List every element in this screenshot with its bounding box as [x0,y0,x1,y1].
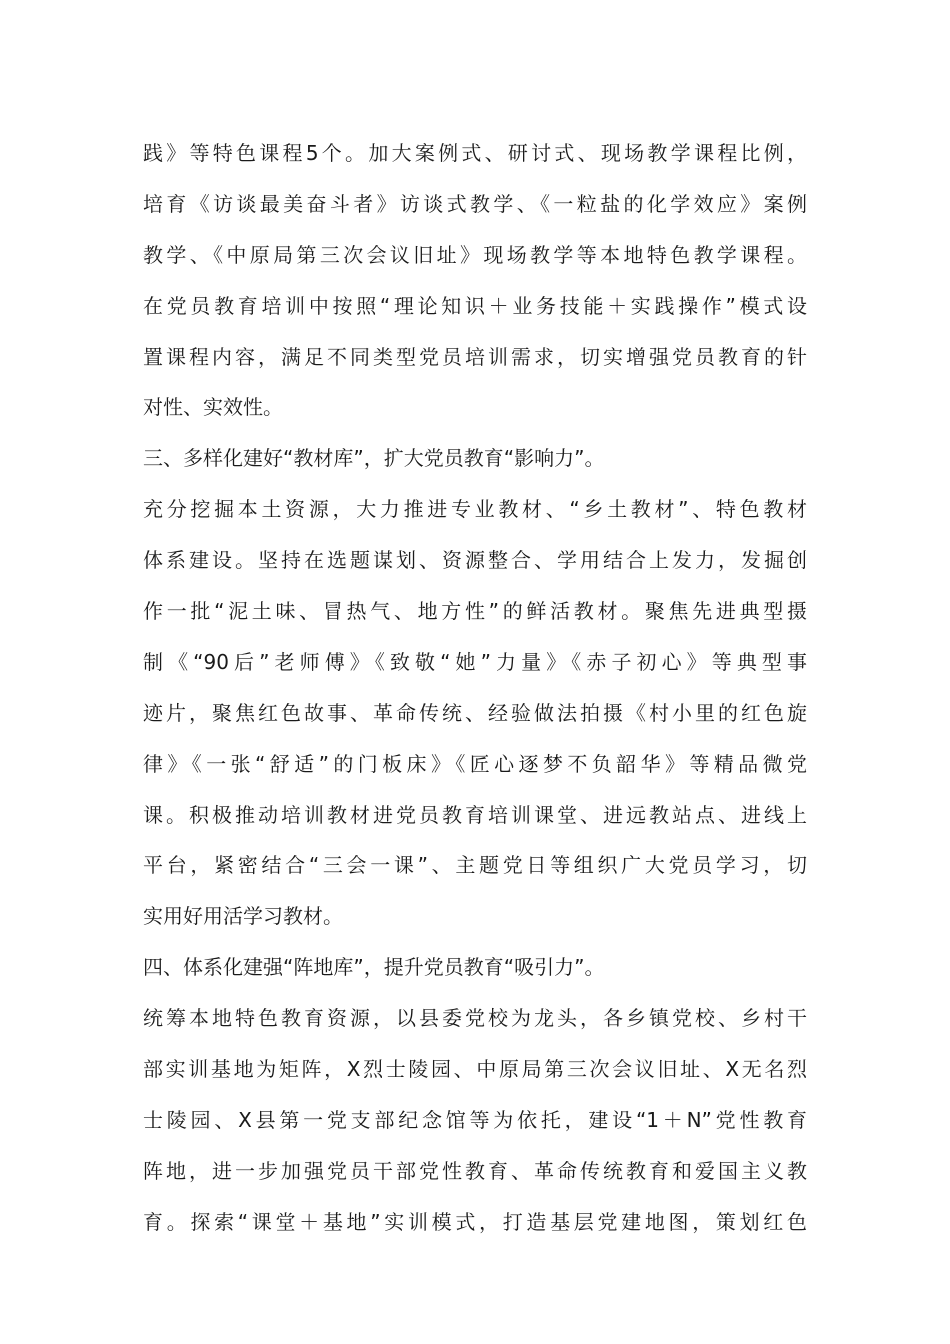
text-line: 置课程内容，满足不同类型党员培训需求，切实增强党员教育的针 [143,344,807,369]
text-line: 在党员教育培训中按照“理论知识＋业务技能＋实践操作”模式设 [143,293,807,318]
text-line: 律》《一张“舒适”的门板床》《匠心逐梦不负韶华》等精品微党 [143,751,807,776]
text-line: 平台，紧密结合“三会一课”、主题党日等组织广大党员学习，切 [143,853,807,878]
text-line: 育。探索“课堂＋基地”实训模式，打造基层党建地图，策划红色 [143,1209,807,1234]
text-line: 制《“90后”老师傅》《致敬“她”力量》《赤子初心》等典型事 [143,649,807,674]
text-line: 统筹本地特色教育资源，以县委党校为龙头，各乡镇党校、乡村干 [143,1006,807,1031]
section-heading: 四、体系化建强“阵地库”，提升党员教育“吸引力”。 [143,955,605,980]
text-line: 作一批“泥土味、冒热气、地方性”的鲜活教材。聚焦先进典型摄 [143,599,807,624]
text-line: 阵地，进一步加强党员干部党性教育、革命传统教育和爱国主义教 [143,1158,807,1183]
text-line: 践》等特色课程5个。加大案例式、研讨式、现场教学课程比例， [143,141,807,165]
text-line: 实用好用活学习教材。 [143,904,343,929]
text-line: 充分挖掘本土资源，大力推进专业教材、“乡土教材”、特色教材 [143,497,807,522]
text-line: 士陵园、X县第一党支部纪念馆等为依托，建设“1＋N”党性教育 [143,1107,807,1132]
text-line: 培育《访谈最美奋斗者》访谈式教学、《一粒盐的化学效应》案例 [143,191,807,216]
text-line: 对性、实效性。 [143,395,283,420]
text-line: 课。积极推动培训教材进党员教育培训课堂、进远教站点、进线上 [143,802,807,827]
document-body [143,128,807,1248]
text-line: 教学、《中原局第三次会议旧址》现场教学等本地特色教学课程。 [143,242,807,267]
section-heading: 三、多样化建好“教材库”，扩大党员教育“影响力”。 [143,446,605,471]
text-line: 部实训基地为矩阵，X烈士陵园、中原局第三次会议旧址、X无名烈 [143,1057,807,1082]
text-line: 体系建设。坚持在选题谋划、资源整合、学用结合上发力，发掘创 [143,548,807,573]
text-line: 迹片，聚焦红色故事、革命传统、经验做法拍摄《村小里的红色旋 [143,700,807,725]
